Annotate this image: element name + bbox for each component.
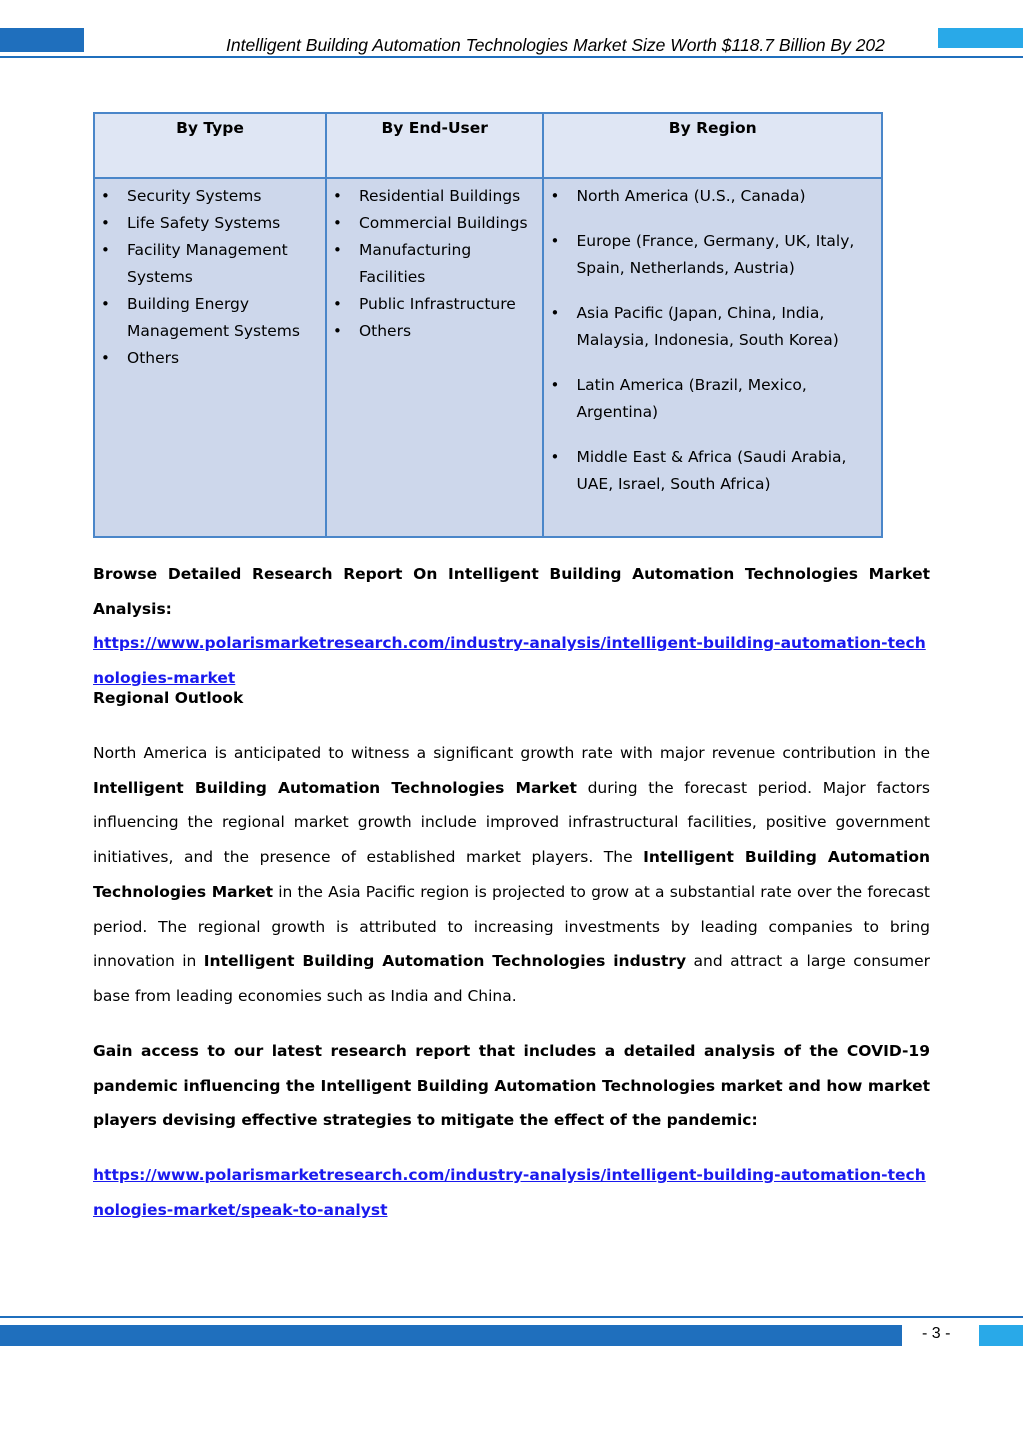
list-item: • Residential Buildings — [331, 183, 539, 210]
list-item: • Life Safety Systems — [99, 210, 321, 237]
list-item: • North America (U.S., Canada) — [548, 183, 877, 210]
list-item: • Security Systems — [99, 183, 321, 210]
by-type-list — [99, 183, 321, 372]
by-end-user-list — [331, 183, 539, 345]
page-number: - 3 - — [922, 1325, 951, 1342]
header-by-end-user: By End-User — [326, 113, 544, 178]
list-item: • Asia Pacific (Japan, China, India, Malaysia, Indonesia, South Korea) — [548, 300, 877, 354]
by-region-cell — [543, 178, 882, 537]
table-header-row — [94, 113, 882, 178]
regional-text-4: and attract a large consumer base from leading economies such as India and China. — [93, 952, 930, 1005]
list-item: • Building Energy Management Systems — [99, 291, 321, 345]
header-left-bar — [0, 28, 84, 52]
covid-paragraph: Gain access to our latest research report that includes a detailed analysis of the COVID-19 pandemic influencing the Intelligent Building Automation Technologies market and how market players devising effective strategies to mitigate the effect of the pandemic: — [93, 1042, 930, 1130]
footer-bar — [0, 1325, 902, 1346]
by-region-list — [548, 183, 877, 498]
regional-bold-2: Intelligent Building Automation Technologies Market — [93, 848, 930, 901]
list-item: • Public Infrastructure — [331, 291, 539, 318]
list-item: • Manufacturing Facilities — [331, 237, 539, 291]
list-item: • Middle East & Africa (Saudi Arabia, UAE, Israel, South Africa) — [548, 444, 877, 498]
regional-text-1: North America is anticipated to witness a significant growth rate with major revenue contribution in the — [93, 744, 930, 762]
regional-text-2: during the forecast period. Major factors influencing the regional market growth include improved infrastructural facilities, positive government initiatives, and the presence of established market players. The — [93, 778, 930, 867]
header-by-type: By Type — [94, 113, 326, 178]
footer-rule — [0, 1316, 1023, 1318]
by-type-cell — [94, 178, 326, 537]
list-item: • Others — [99, 345, 321, 372]
regional-text-3: in the Asia Pacific region is projected to grow at a substantial rate over the forecast period. The regional growth is attributed to increasing investments by leading companies to bring innovation in — [93, 882, 930, 971]
header-title: Intelligent Building Automation Technologies Market Size Worth $118.7 Billion By 202 — [226, 35, 885, 55]
list-item: • Commercial Buildings — [331, 210, 539, 237]
segmentation-table — [93, 112, 883, 538]
header-by-region: By Region — [543, 113, 882, 178]
regional-bold-3: Intelligent Building Automation Technologies industry — [203, 952, 687, 971]
regional-paragraph — [93, 736, 930, 1014]
report-link[interactable]: https://www.polarismarketresearch.com/industry-analysis/intelligent-building-automation-technologies-market — [93, 634, 926, 688]
header-rule — [0, 56, 1023, 58]
list-item: • Latin America (Brazil, Mexico, Argentina) — [548, 372, 877, 426]
regional-heading: Regional Outlook — [93, 689, 244, 707]
browse-heading: Browse Detailed Research Report On Intelligent Building Automation Technologies Market Analysis: — [93, 565, 930, 618]
footer-right-bar — [979, 1325, 1023, 1346]
header-right-bar — [938, 28, 1023, 48]
regional-bold-1: Intelligent Building Automation Technologies Market — [93, 778, 577, 797]
list-item: • Facility Management Systems — [99, 237, 321, 291]
browse-section — [93, 557, 930, 696]
speak-to-analyst-link[interactable]: https://www.polarismarketresearch.com/industry-analysis/intelligent-building-automation-technologies-market/speak-to-analyst — [93, 1166, 926, 1219]
covid-link-block — [93, 1158, 930, 1227]
by-end-user-cell — [326, 178, 544, 537]
table-row — [94, 178, 882, 537]
list-item: • Others — [331, 318, 539, 345]
list-item: • Europe (France, Germany, UK, Italy, Spain, Netherlands, Austria) — [548, 228, 877, 282]
